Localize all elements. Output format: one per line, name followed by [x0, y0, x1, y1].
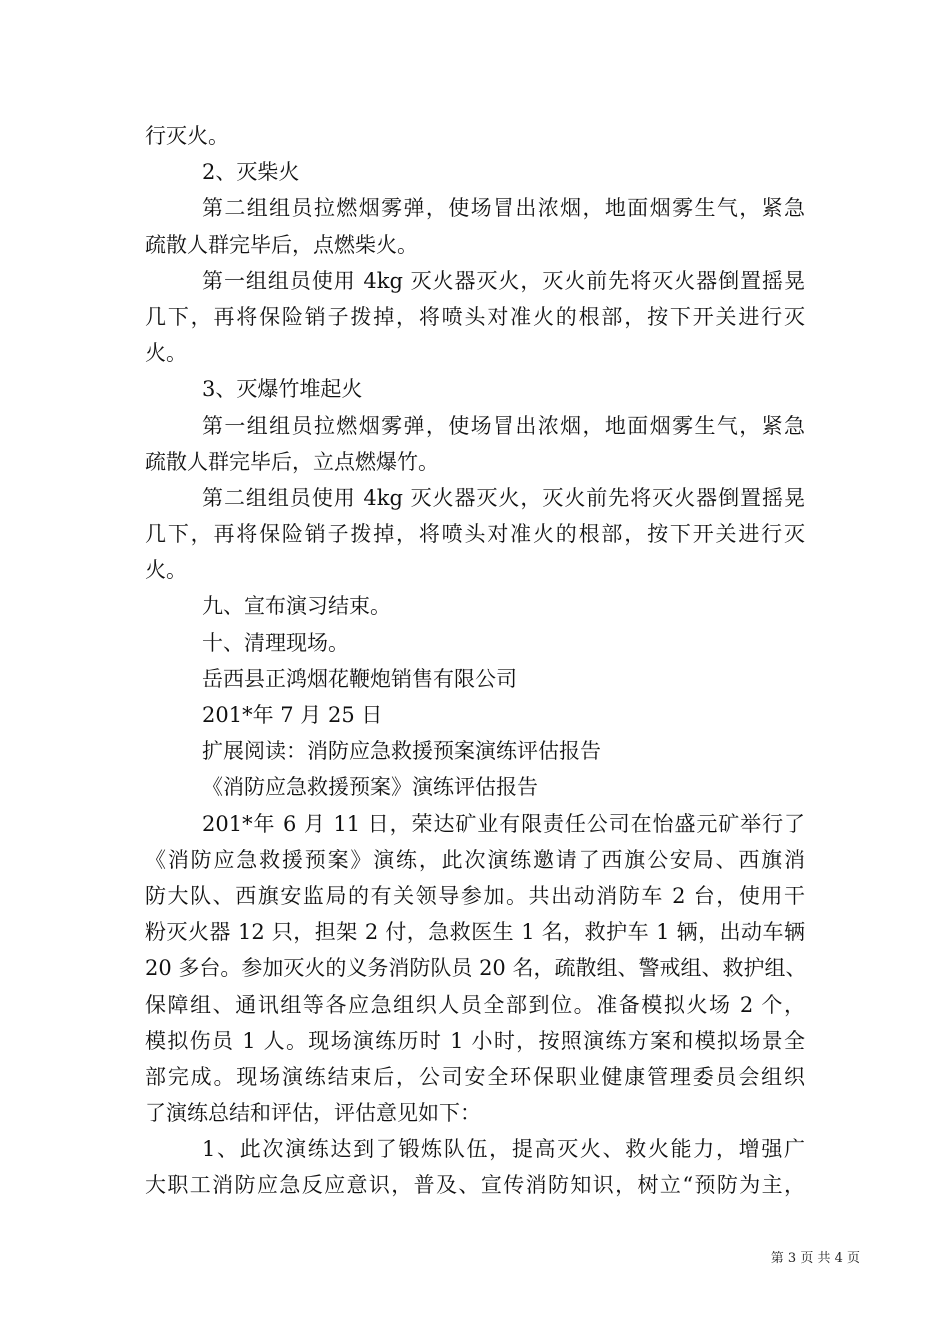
text-line: 九、宣布演习结束。 — [202, 594, 391, 619]
text-line: 几下，再将保险销子拨掉，将喷头对准火的根部，按下开关进行灭 — [145, 304, 805, 329]
text-line: 第二组组员使用 4kg 灭火器灭火，灭火前先将灭火器倒置摇晃 — [202, 485, 805, 510]
text-line: 火。 — [145, 558, 187, 583]
text-line: 3、灭爆竹堆起火 — [202, 377, 363, 402]
text-line: 岳西县正鸿烟花鞭炮销售有限公司 — [202, 666, 517, 691]
text-line: 粉灭火器 12 只，担架 2 付，急救医生 1 名，救护车 1 辆，出动车辆 — [145, 920, 805, 945]
text-line: 第二组组员拉燃烟雾弹，使场冒出浓烟，地面烟雾生气，紧急 — [202, 196, 805, 221]
text-line: 几下，再将保险销子拨掉，将喷头对准火的根部，按下开关进行灭 — [145, 522, 805, 547]
text-line: 火。 — [145, 341, 187, 366]
page-footer — [0, 1247, 860, 1266]
text-line: 扩展阅读：消防应急救援预案演练评估报告 — [202, 739, 601, 764]
page-number: 第 3 页 共 4 页 — [770, 1251, 860, 1266]
text-line: 防大队、西旗安监局的有关领导参加。共出动消防车 2 台，使用干 — [145, 883, 805, 908]
document-body — [145, 118, 805, 1204]
text-line: 行灭火。 — [145, 124, 229, 148]
text-line: 十、清理现场。 — [202, 630, 349, 655]
text-line: 了演练总结和评估，评估意见如下： — [145, 1101, 481, 1126]
text-line: 2、灭柴火 — [202, 160, 300, 185]
text-line: 《消防应急救援预案》演练评估报告 — [202, 775, 538, 800]
text-line: 1、此次演练达到了锻炼队伍，提高灭火、救火能力，增强广 — [202, 1137, 805, 1162]
text-line: 《消防应急救援预案》演练，此次演练邀请了西旗公安局、西旗消 — [145, 847, 805, 872]
text-line: 第一组组员拉燃烟雾弹，使场冒出浓烟，地面烟雾生气，紧急 — [202, 413, 805, 438]
text-line: 疏散人群完毕后，立点燃爆竹。 — [145, 449, 439, 474]
text-line: 疏散人群完毕后，点燃柴火。 — [145, 232, 418, 257]
text-line: 模拟伤员 1 人。现场演练历时 1 小时，按照演练方案和模拟场景全 — [145, 1028, 805, 1053]
text-line: 保障组、通讯组等各应急组织人员全部到位。准备模拟火场 2 个， — [145, 992, 805, 1017]
text-line: 部完成。现场演练结束后，公司安全环保职业健康管理委员会组织 — [145, 1064, 805, 1089]
text-line: 201*年 7 月 25 日 — [202, 703, 383, 727]
text-line: 20 多台。参加灭火的义务消防队员 20 名，疏散组、警戒组、救护组、 — [145, 956, 807, 981]
text-line: 大职工消防应急反应意识，普及、宣传消防知识，树立“预防为主， — [145, 1173, 805, 1198]
text-line: 第一组组员使用 4kg 灭火器灭火，灭火前先将灭火器倒置摇晃 — [202, 268, 805, 293]
text-line: 201*年 6 月 11 日，荣达矿业有限责任公司在怡盛元矿举行了 — [202, 811, 805, 836]
